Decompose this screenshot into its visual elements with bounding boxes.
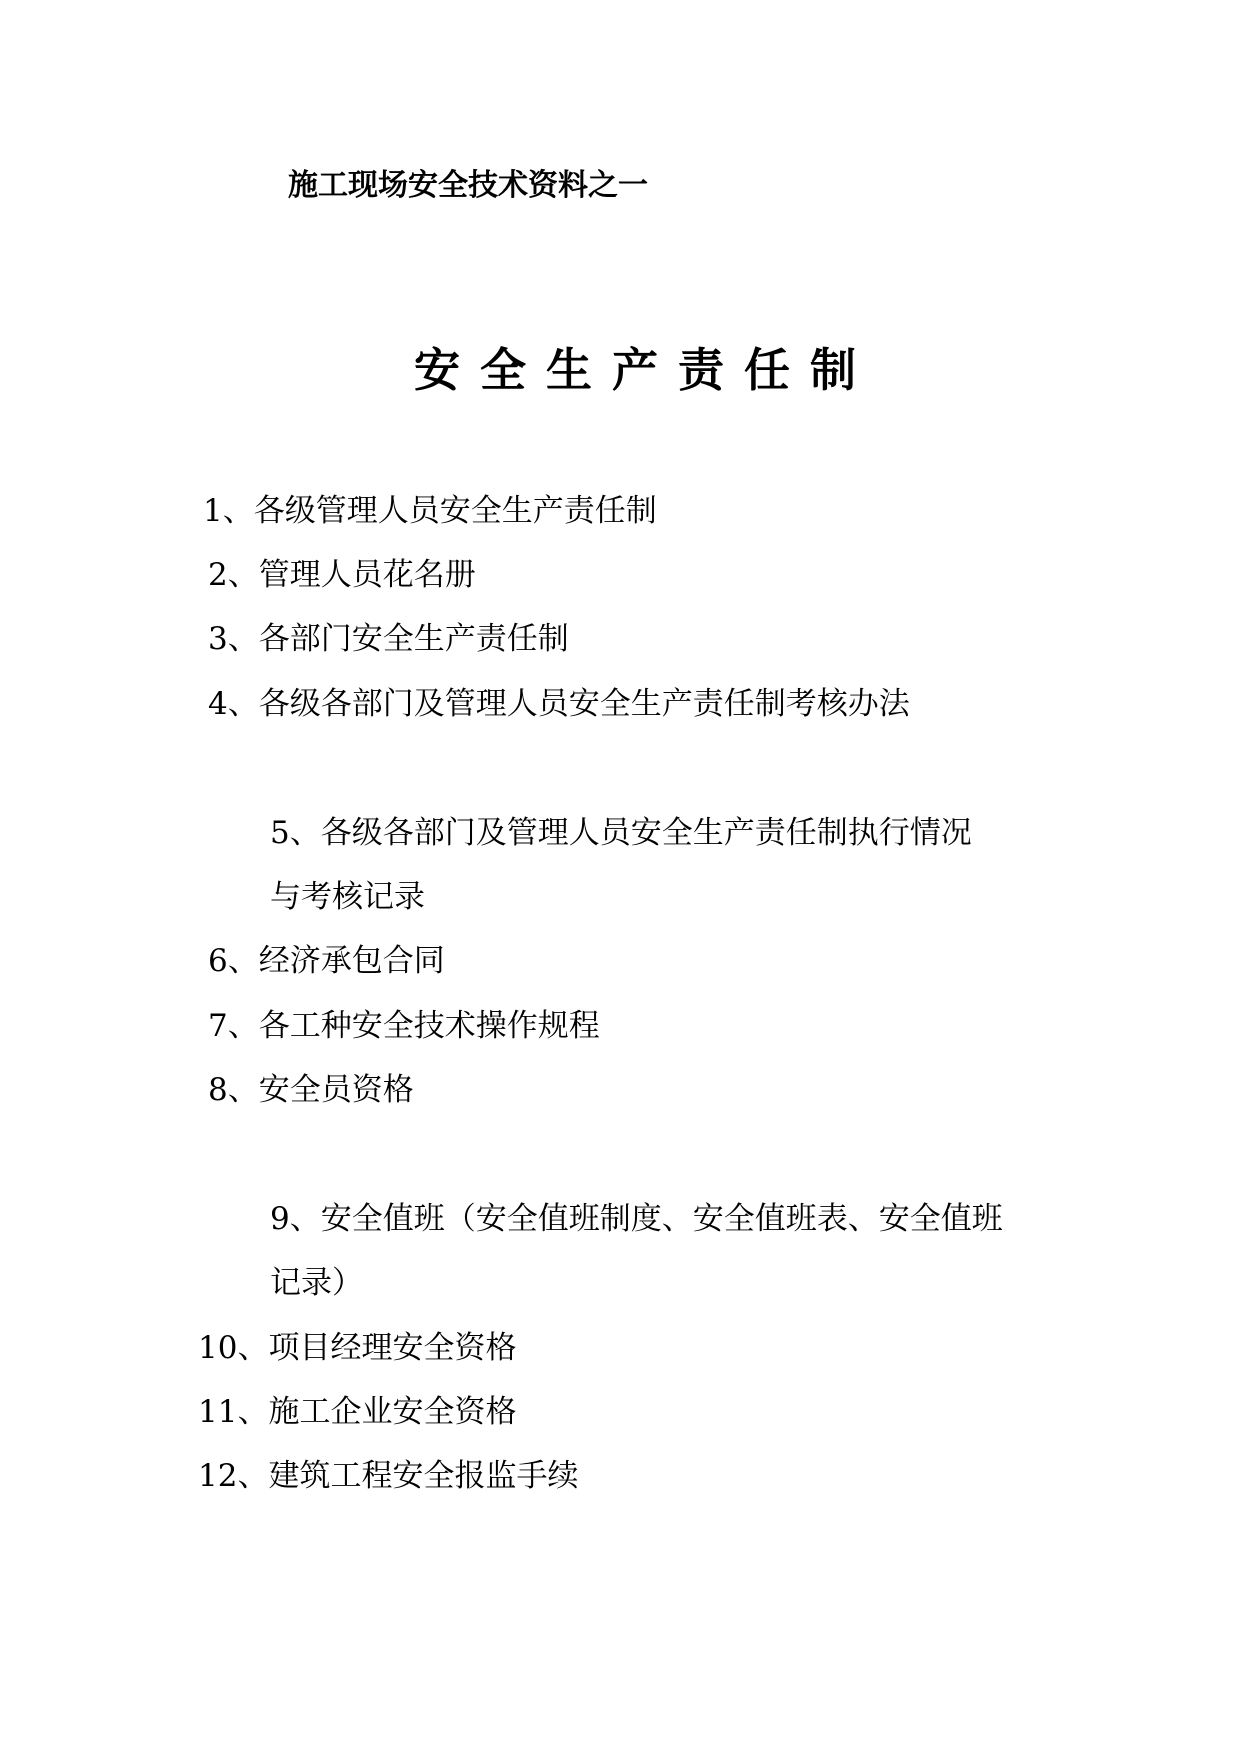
- toc-item-7: 7、各工种安全技术操作规程: [208, 1008, 600, 1044]
- toc-item-1: 1、各级管理人员安全生产责任制: [203, 493, 657, 529]
- toc-item-6: 6、经济承包合同: [208, 943, 445, 979]
- toc-item-9-continuation: 记录）: [270, 1265, 363, 1301]
- toc-item-3: 3、各部门安全生产责任制: [208, 621, 569, 657]
- document-title: 安全生产责任制: [414, 343, 876, 397]
- toc-item-11: 11、施工企业安全资格: [198, 1394, 517, 1430]
- document-subtitle: 施工现场安全技术资料之一: [288, 168, 648, 203]
- toc-item-9: 9、安全值班（安全值班制度、安全值班表、安全值班: [270, 1201, 1003, 1237]
- toc-item-10: 10、项目经理安全资格: [198, 1330, 517, 1366]
- toc-item-8: 8、安全员资格: [208, 1072, 414, 1108]
- toc-item-2: 2、管理人员花名册: [208, 557, 476, 593]
- toc-item-4: 4、各级各部门及管理人员安全生产责任制考核办法: [208, 686, 910, 722]
- toc-item-12: 12、建筑工程安全报监手续: [198, 1458, 579, 1494]
- toc-item-5-continuation: 与考核记录: [270, 879, 425, 915]
- toc-item-5: 5、各级各部门及管理人员安全生产责任制执行情况: [270, 815, 972, 851]
